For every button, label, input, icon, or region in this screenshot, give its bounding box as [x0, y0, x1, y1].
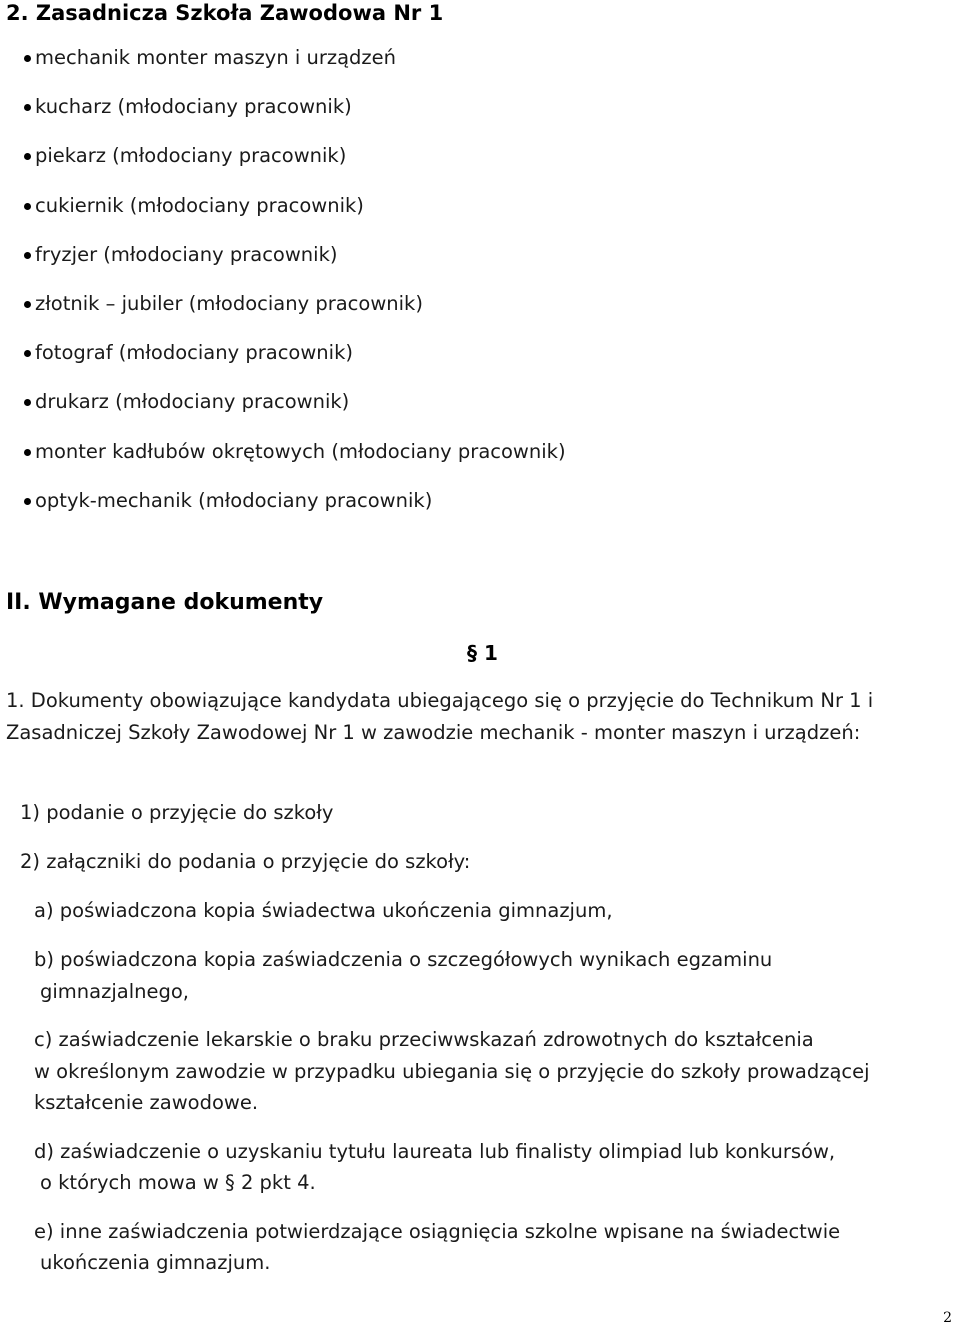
profession-label: kucharz (młodociany pracownik) [35, 95, 352, 119]
profession-label: drukarz (młodociany pracownik) [35, 390, 350, 414]
bullet-icon [24, 301, 31, 308]
bullet-icon [24, 399, 31, 406]
list-item [24, 488, 566, 537]
item-b-line-2: gimnazjalnego, [40, 980, 189, 1003]
profession-label: optyk-mechanik (młodociany pracownik) [35, 488, 433, 512]
item-d-line-1: d) zaświadczenie o uzyskaniu tytułu laureata lub finalisty olimpiad lub konkursów, [34, 1140, 836, 1163]
profession-label: piekarz (młodociany pracownik) [35, 144, 347, 168]
list-item [24, 143, 566, 192]
page-number: 2 [943, 1310, 952, 1326]
item-c-line-2: w określonym zawodzie w przypadku ubiegania się o przyjęcie do szkoły prowadzącej [34, 1060, 870, 1083]
section-title: II. Wymagane dokumenty [6, 590, 324, 615]
school-heading: 2. Zasadnicza Szkoła Zawodowa Nr 1 [6, 1, 444, 25]
intro-paragraph: 1. Dokumenty obowiązujące kandydata ubiegającego się o przyjęcie do Technikum Nr 1 i Zasadniczej Szkoły Zawodowej Nr 1 w zawodzie mechanik - monter maszyn i urządzeń: [6, 689, 874, 744]
list-item [24, 340, 566, 389]
bullet-icon [24, 449, 31, 456]
bullet-icon [24, 104, 31, 111]
item-d-line-2: o których mowa w § 2 pkt 4. [40, 1171, 316, 1194]
profession-list [24, 45, 566, 537]
list-item [24, 45, 566, 94]
profession-label: monter kadłubów okrętowych (młodociany pracownik) [35, 439, 566, 463]
bullet-icon [24, 55, 31, 62]
item-e-line-1: e) inne zaświadczenia potwierdzające osiągnięcia szkolne wpisane na świadectwie [34, 1220, 841, 1243]
profession-label: fotograf (młodociany pracownik) [35, 341, 353, 365]
list-item [24, 291, 566, 340]
bullet-icon [24, 203, 31, 210]
list-item [24, 242, 566, 291]
item-attachments: 2) załączniki do podania o przyjęcie do szkoły: [20, 850, 471, 873]
profession-label: cukiernik (młodociany pracownik) [35, 193, 364, 217]
list-item [24, 94, 566, 143]
item-a: a) poświadczona kopia świadectwa ukończenia gimnazjum, [34, 899, 613, 922]
bullet-icon [24, 350, 31, 357]
item-c-line-3: kształcenie zawodowe. [34, 1091, 259, 1114]
item-application: 1) podanie o przyjęcie do szkoły [20, 801, 334, 824]
profession-label: mechanik monter maszyn i urządzeń [35, 46, 397, 69]
list-item [24, 193, 566, 242]
bullet-icon [24, 498, 31, 505]
paragraph-mark: § 1 [467, 641, 498, 665]
profession-label: fryzjer (młodociany pracownik) [35, 242, 338, 266]
bullet-icon [24, 252, 31, 259]
list-item [24, 439, 566, 488]
item-c-line-1: c) zaświadczenie lekarskie o braku przeciwwskazań zdrowotnych do kształcenia [34, 1028, 814, 1051]
item-e-line-2: ukończenia gimnazjum. [40, 1251, 271, 1274]
profession-label: złotnik – jubiler (młodociany pracownik) [35, 291, 423, 315]
item-b-line-1: b) poświadczona kopia zaświadczenia o szczegółowych wynikach egzaminu [34, 948, 773, 971]
list-item [24, 389, 566, 438]
bullet-icon [24, 153, 31, 160]
